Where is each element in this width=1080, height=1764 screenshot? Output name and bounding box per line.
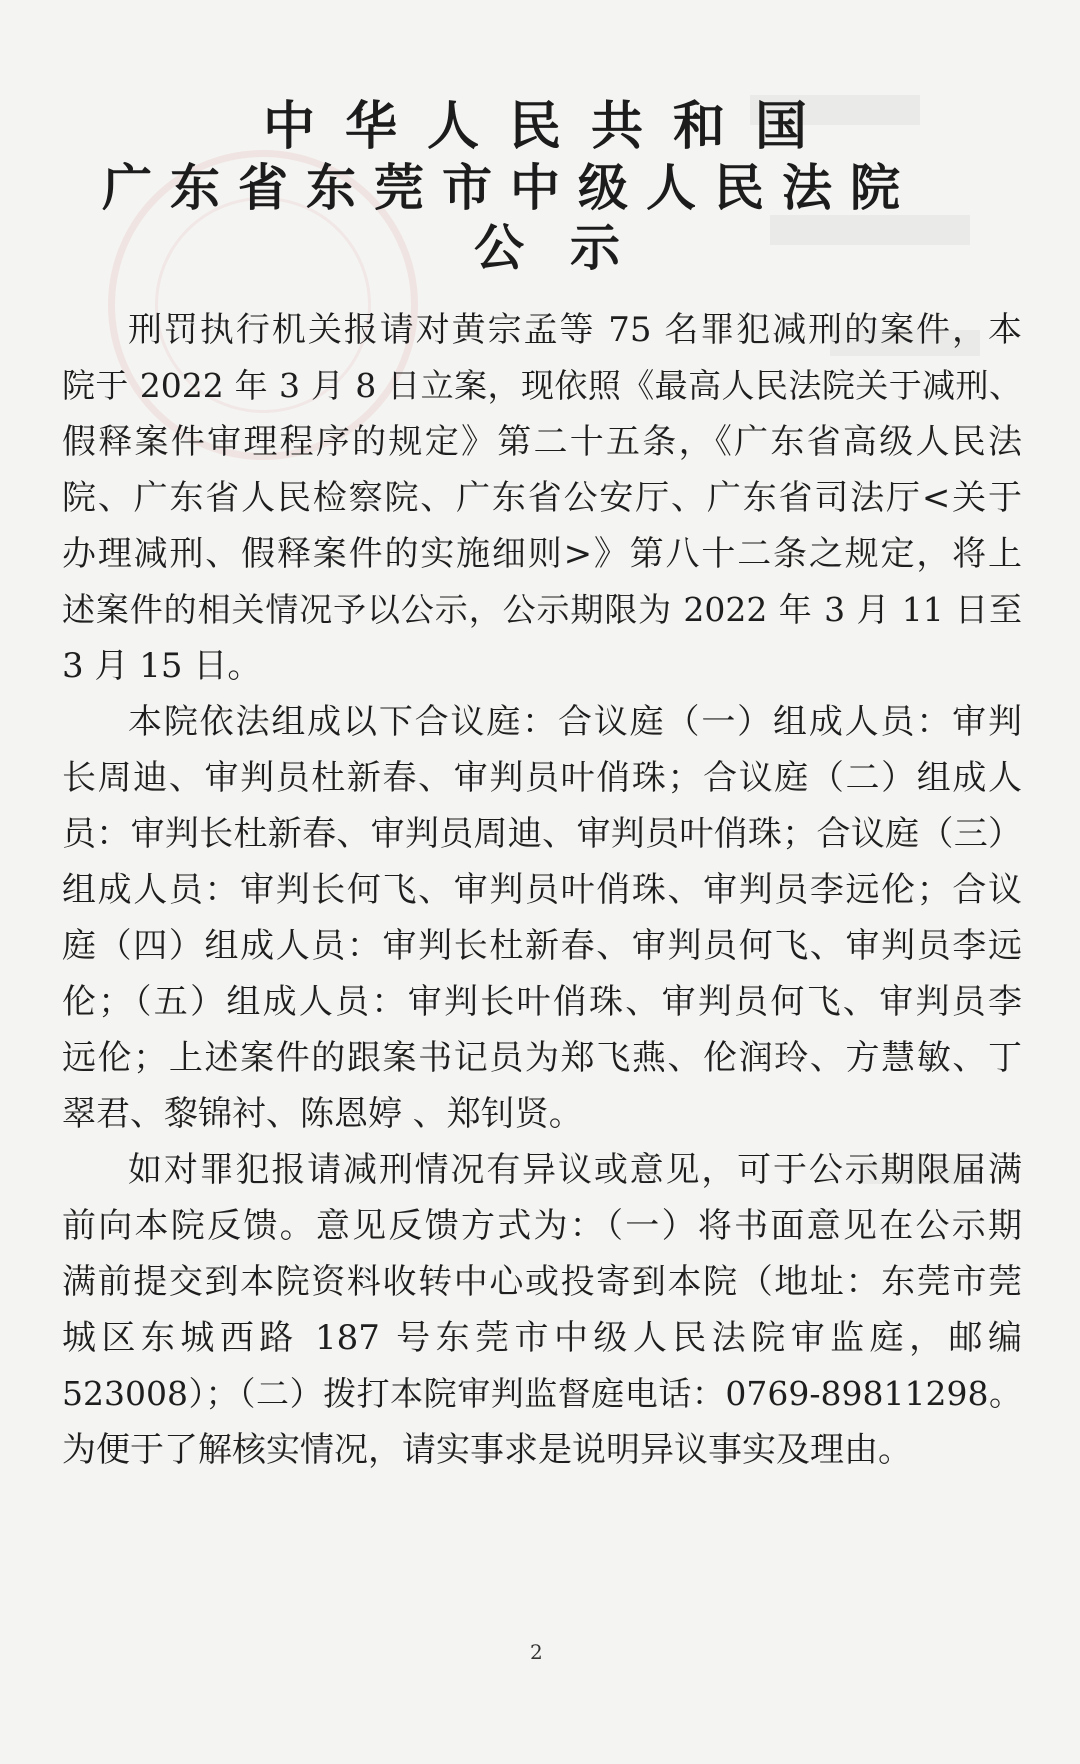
heading-court: 广东省东莞市中级人民法院 [102, 158, 918, 217]
paragraph-1-line: 院于 2022 年 3 月 8 日立案，现依照《最高人民法院关于减刑、 [62, 366, 1022, 405]
paragraph-2-line: 庭（四）组成人员：审判长杜新春、审判员何飞、审判员李远 [62, 926, 1022, 966]
page-number: 2 [530, 1640, 543, 1664]
paragraph-3-line: 城区东城西路 187 号东莞市中级人民法院审监庭，邮编 [62, 1318, 1022, 1358]
paragraph-2-line: 翠君、黎锦衬、陈恩婷 、郑钊贤。 [62, 1094, 583, 1134]
paragraph-2-line: 组成人员：审判长何飞、审判员叶俏珠、审判员李远伦；合议 [62, 870, 1022, 910]
paragraph-3-line: 为便于了解核实情况，请实事求是说明异议事实及理由。 [62, 1430, 912, 1470]
paragraph-1-line: 假释案件审理程序的规定》第二十五条，《广东省高级人民法 [62, 422, 1022, 462]
paragraph-1-line: 述案件的相关情况予以公示，公示期限为 2022 年 3 月 11 日至 [62, 590, 1022, 629]
paragraph-1-line: 3 月 15 日。 [62, 646, 262, 686]
paragraph-1-line: 院、广东省人民检察院、广东省公安厅、广东省司法厅<关于 [62, 478, 1022, 518]
paragraph-2-line: 长周迪、审判员杜新春、审判员叶俏珠；合议庭（二）组成人 [62, 758, 1022, 798]
heading-notice: 公示 [474, 218, 666, 277]
paragraph-2-line: 伦；（五）组成人员：审判长叶俏珠、审判员何飞、审判员李 [62, 982, 1022, 1022]
paragraph-3-line: 如对罪犯报请减刑情况有异议或意见，可于公示期限届满 [128, 1150, 1022, 1190]
heading-country: 中华人民共和国 [262, 96, 837, 157]
paragraph-2-line: 远伦；上述案件的跟案书记员为郑飞燕、伦润玲、方慧敏、丁 [62, 1038, 1022, 1078]
paragraph-2-line: 本院依法组成以下合议庭：合议庭（一）组成人员：审判 [128, 702, 1022, 742]
paragraph-1-line: 办理减刑、假释案件的实施细则>》第八十二条之规定，将上 [62, 534, 1022, 574]
paragraph-2-line: 员：审判长杜新春、审判员周迪、审判员叶俏珠；合议庭（三） [62, 814, 1022, 854]
paragraph-3-line: 前向本院反馈。意见反馈方式为：（一）将书面意见在公示期 [62, 1206, 1022, 1246]
paragraph-3-line: 523008）；（二）拨打本院审判监督庭电话：0769-89811298。 [62, 1374, 1022, 1413]
paragraph-3-line: 满前提交到本院资料收转中心或投寄到本院（地址：东莞市莞 [62, 1262, 1022, 1302]
paragraph-1-line: 刑罚执行机关报请对黄宗孟等 75 名罪犯减刑的案件，本 [128, 310, 1022, 350]
